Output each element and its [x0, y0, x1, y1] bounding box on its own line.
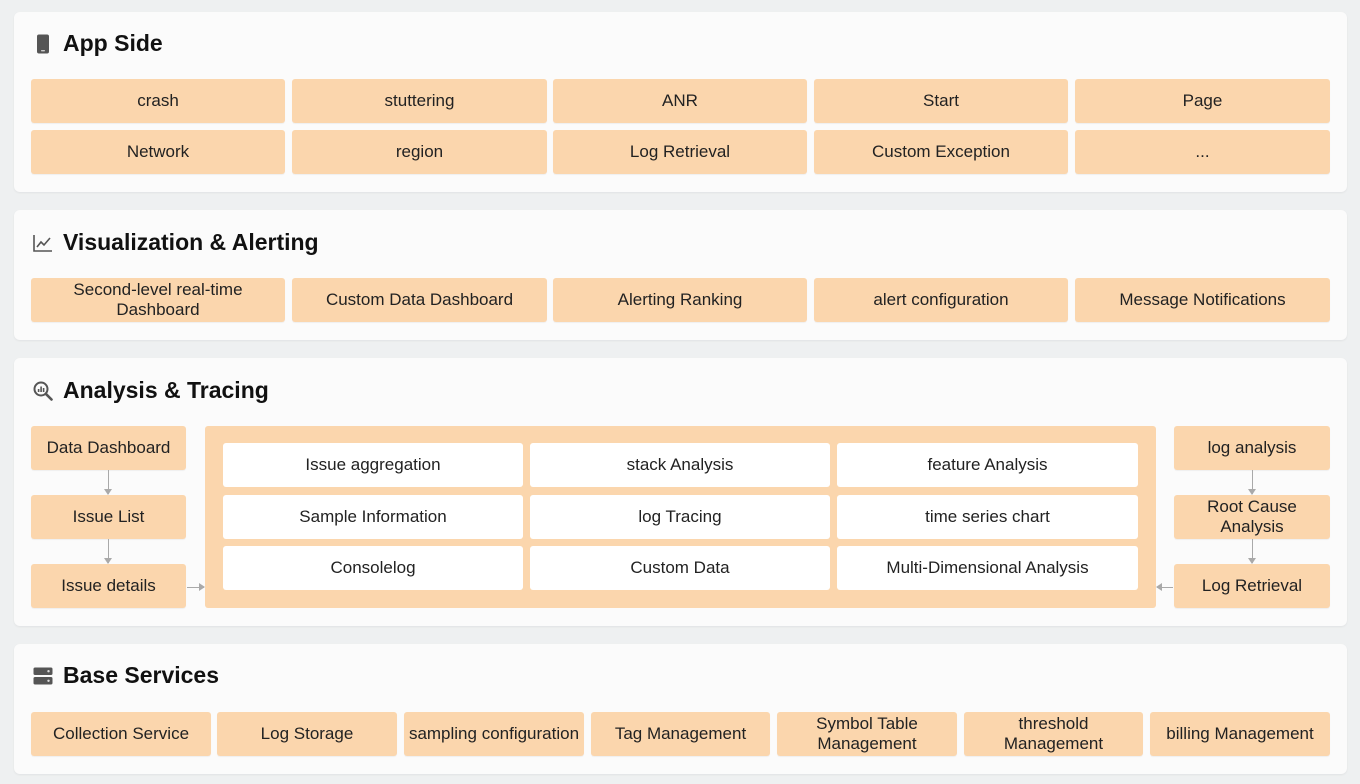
- analysis-left-data-dashboard[interactable]: Data Dashboard: [31, 426, 186, 470]
- center-time-series-chart[interactable]: time series chart: [837, 495, 1138, 539]
- center-issue-aggregation[interactable]: Issue aggregation: [223, 443, 523, 487]
- visualization-header: [32, 229, 319, 256]
- center-multi-dimensional-analysis[interactable]: Multi-Dimensional Analysis: [837, 546, 1138, 590]
- analysis-right-log-retrieval[interactable]: Log Retrieval: [1174, 564, 1330, 608]
- center-consolelog[interactable]: Consolelog: [223, 546, 523, 590]
- magnify-chart-icon: [32, 380, 54, 402]
- base-sampling-configuration[interactable]: sampling configuration: [404, 712, 584, 756]
- viz-item-alert-configuration[interactable]: alert configuration: [814, 278, 1068, 322]
- base-log-storage[interactable]: Log Storage: [217, 712, 397, 756]
- base-symbol-table-management[interactable]: Symbol Table Management: [777, 712, 957, 756]
- line-chart-icon: [32, 232, 54, 254]
- center-feature-analysis[interactable]: feature Analysis: [837, 443, 1138, 487]
- center-custom-data[interactable]: Custom Data: [530, 546, 830, 590]
- arrow-down-1: [108, 470, 109, 494]
- app-item-stuttering[interactable]: stuttering: [292, 79, 547, 123]
- server-icon: [32, 665, 54, 687]
- base-tag-management[interactable]: Tag Management: [591, 712, 770, 756]
- base-billing-management[interactable]: billing Management: [1150, 712, 1330, 756]
- app-item-region[interactable]: region: [292, 130, 547, 174]
- analysis-left-issue-list[interactable]: Issue List: [31, 495, 186, 539]
- app-item-custom-exception[interactable]: Custom Exception: [814, 130, 1068, 174]
- analysis-header: [32, 377, 269, 404]
- analysis-left-issue-details[interactable]: Issue details: [31, 564, 186, 608]
- app-item-crash[interactable]: crash: [31, 79, 285, 123]
- viz-item-message-notifications[interactable]: Message Notifications: [1075, 278, 1330, 322]
- viz-item-realtime-dashboard[interactable]: Second-level real-time Dashboard: [31, 278, 285, 322]
- app-item-anr[interactable]: ANR: [553, 79, 807, 123]
- visualization-panel: [14, 210, 1347, 340]
- arrow-down-2: [108, 539, 109, 563]
- base-threshold-management[interactable]: threshold Management: [964, 712, 1143, 756]
- base-services-panel: [14, 644, 1347, 774]
- base-collection-service[interactable]: Collection Service: [31, 712, 211, 756]
- center-log-tracing[interactable]: log Tracing: [530, 495, 830, 539]
- app-side-title: App Side: [63, 30, 163, 56]
- analysis-title: Analysis & Tracing: [63, 377, 269, 403]
- center-stack-analysis[interactable]: stack Analysis: [530, 443, 830, 487]
- app-item-log-retrieval[interactable]: Log Retrieval: [553, 130, 807, 174]
- viz-item-custom-data-dashboard[interactable]: Custom Data Dashboard: [292, 278, 547, 322]
- arrow-left-into-panel: [1157, 587, 1173, 588]
- analysis-right-log-analysis[interactable]: log analysis: [1174, 426, 1330, 470]
- arrow-right-into-panel: [187, 587, 204, 588]
- base-services-header: [32, 662, 219, 689]
- app-side-header: [32, 30, 163, 57]
- app-item-more[interactable]: ...: [1075, 130, 1330, 174]
- app-item-page[interactable]: Page: [1075, 79, 1330, 123]
- visualization-title: Visualization & Alerting: [63, 229, 319, 255]
- phone-icon: [32, 33, 54, 55]
- analysis-right-root-cause-analysis[interactable]: Root Cause Analysis: [1174, 495, 1330, 539]
- arrow-down-4: [1252, 539, 1253, 563]
- base-services-title: Base Services: [63, 662, 220, 688]
- analysis-panel: [14, 358, 1347, 626]
- app-item-start[interactable]: Start: [814, 79, 1068, 123]
- app-item-network[interactable]: Network: [31, 130, 285, 174]
- viz-item-alerting-ranking[interactable]: Alerting Ranking: [553, 278, 807, 322]
- center-sample-information[interactable]: Sample Information: [223, 495, 523, 539]
- app-side-panel: [14, 12, 1347, 192]
- arrow-down-3: [1252, 470, 1253, 494]
